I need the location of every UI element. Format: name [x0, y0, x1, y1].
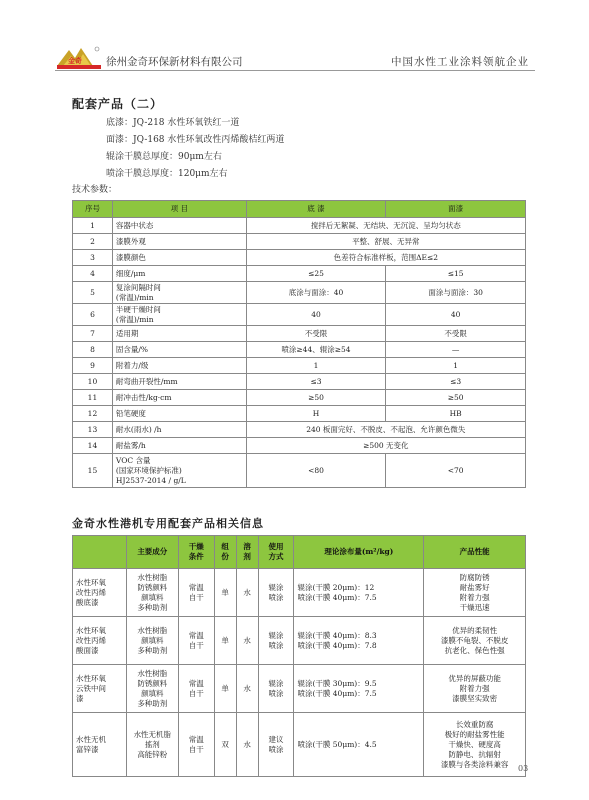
row-item: 漆膜外观 — [112, 234, 246, 250]
row-no: 2 — [73, 234, 113, 250]
row-primer: 喷涂≥44、辊涂≥54 — [246, 342, 386, 358]
row-primer: 底涂与面涂：40 — [246, 282, 386, 304]
header-col-1: 主要成分 — [126, 536, 178, 569]
row-item: 固含量/% — [112, 342, 246, 358]
product-name: 水性环氧 改性丙烯 酸面漆 — [73, 617, 127, 665]
row-topcoat: 1 — [386, 358, 526, 374]
row-topcoat: ≤15 — [386, 266, 526, 282]
header-col-4: 溶 剂 — [236, 536, 258, 569]
product-row — [73, 713, 526, 777]
product-row — [73, 665, 526, 713]
product-parts: 单 — [214, 569, 236, 617]
product-perf: 优异的屏蔽功能 附着力强 漆膜坚实致密 — [424, 665, 526, 713]
row-value: 平整、舒展、无异常 — [246, 234, 525, 250]
row-no: 10 — [73, 374, 113, 390]
row-no: 9 — [73, 358, 113, 374]
row-no: 13 — [73, 422, 113, 438]
product-coverage: 辊涂(干膜 40μm)：8.3 喷涂(干膜 40μm)：7.8 — [294, 617, 424, 665]
product-dry: 常温 自干 — [178, 569, 214, 617]
row-topcoat: 40 — [386, 304, 526, 326]
product-dry: 常温 自干 — [178, 665, 214, 713]
product-method: 辊涂 喷涂 — [258, 617, 294, 665]
svg-text:金奇: 金奇 — [68, 57, 82, 65]
row-primer: ≥50 — [246, 390, 386, 406]
row-item: 容器中状态 — [112, 218, 246, 234]
products-table — [72, 535, 529, 777]
product-row — [73, 617, 526, 665]
spec-topcoat: 面漆：JQ-168 水性环氧改性丙烯酸桔红两道 — [106, 135, 285, 145]
product-row — [73, 569, 526, 617]
row-value: 搅拌后无絮凝、无结块、无沉淀、呈均匀状态 — [246, 218, 525, 234]
row-no: 8 — [73, 342, 113, 358]
product-method: 建议 喷涂 — [258, 713, 294, 777]
product-parts: 单 — [214, 665, 236, 713]
row-primer: H — [246, 406, 386, 422]
row-value: 240 板面完好、不脱皮、不起泡、允许颜色微失 — [246, 422, 525, 438]
header-col-5: 使用 方式 — [258, 536, 294, 569]
row-no: 3 — [73, 250, 113, 266]
row-no: 6 — [73, 304, 113, 326]
header-divider — [55, 70, 535, 71]
row-no: 11 — [73, 390, 113, 406]
table-row — [73, 342, 526, 358]
product-perf: 防腐防锈 耐盐雾好 附着力强 干燥迅速 — [424, 569, 526, 617]
product-solvent: 水 — [236, 569, 258, 617]
row-primer: ≤25 — [246, 266, 386, 282]
row-primer: 1 — [246, 358, 386, 374]
row-topcoat: <70 — [386, 454, 526, 488]
product-name: 水性无机 富锌漆 — [73, 713, 127, 777]
product-comp: 水性无机脂 搖剂 高能锌粉 — [126, 713, 178, 777]
row-item: 铅笔硬度 — [112, 406, 246, 422]
product-name: 水性环氧 改性丙烯 酸底漆 — [73, 569, 127, 617]
table-row — [73, 250, 526, 266]
row-value: 色差符合标准样板，范围ΔE≤2 — [246, 250, 525, 266]
product-comp: 水性树脂 防锈颜料 颜填料 多种助剂 — [126, 665, 178, 713]
header-col-7: 产品性能 — [424, 536, 526, 569]
header-col-3: 组 份 — [214, 536, 236, 569]
header-no: 序号 — [73, 201, 113, 218]
company-logo — [55, 44, 103, 70]
header-primer: 底 漆 — [246, 201, 386, 218]
table-row — [73, 266, 526, 282]
row-topcoat: — — [386, 342, 526, 358]
spec-spray-thickness: 喷涂干膜总厚度：120μm左右 — [106, 169, 228, 179]
row-item: 耐水(雨水) /h — [112, 422, 246, 438]
product-parts: 单 — [214, 617, 236, 665]
company-name: 徐州金奇环保新材料有限公司 — [106, 56, 243, 68]
header-topcoat: 面漆 — [386, 201, 526, 218]
table-row — [73, 358, 526, 374]
product-comp: 水性树脂 颜填料 多种助剂 — [126, 617, 178, 665]
table-header-row — [73, 536, 526, 569]
row-topcoat: ≥50 — [386, 390, 526, 406]
product-solvent: 水 — [236, 665, 258, 713]
row-item: 耐弯曲开裂性/mm — [112, 374, 246, 390]
product-coverage: 辊涂(干膜 30μm)：9.5 喷涂(干膜 40μm)：7.5 — [294, 665, 424, 713]
row-item: 漆膜颜色 — [112, 250, 246, 266]
product-coverage: 辊涂(干膜 20μm)：12 喷涂(干膜 40μm)：7.5 — [294, 569, 424, 617]
row-item: 耐冲击性/kg·cm — [112, 390, 246, 406]
product-coverage: 喷涂(干膜 50μm)：4.5 — [294, 713, 424, 777]
table-row — [73, 374, 526, 390]
row-primer: <80 — [246, 454, 386, 488]
table-header-row — [73, 201, 526, 218]
table-row — [73, 422, 526, 438]
row-no: 12 — [73, 406, 113, 422]
spec-primer: 底漆：JQ-218 水性环氧铁红一道 — [106, 118, 240, 128]
row-no: 4 — [73, 266, 113, 282]
product-perf: 长效重防腐 极好的耐盐雾性能 干燥快、硬度高 防静电、抗辐射 漆膜与各类涂料兼容 — [424, 713, 526, 777]
product-perf: 优异的柔韧性 漆膜不龟裂、不脱皮 抗老化、保色性强 — [424, 617, 526, 665]
spec-roll-thickness: 辊涂干膜总厚度：90μm左右 — [106, 152, 222, 162]
header-col-2: 干燥 条件 — [178, 536, 214, 569]
row-no: 1 — [73, 218, 113, 234]
row-no: 5 — [73, 282, 113, 304]
row-topcoat: 不受限 — [386, 326, 526, 342]
header-col-6: 理论涂布量(m²/kg) — [294, 536, 424, 569]
row-item: 复涂间隔时间 (常温)/min — [112, 282, 246, 304]
table-row — [73, 390, 526, 406]
table-row — [73, 326, 526, 342]
row-value: ≥500 无变化 — [246, 438, 525, 454]
product-dry: 常温 自干 — [178, 713, 214, 777]
row-primer: 40 — [246, 304, 386, 326]
row-item: 细度/μm — [112, 266, 246, 282]
table-row — [73, 438, 526, 454]
header-item: 项 目 — [112, 201, 246, 218]
product-method: 辊涂 喷涂 — [258, 569, 294, 617]
table-row — [73, 304, 526, 326]
page-header — [0, 0, 589, 72]
row-topcoat: ≤3 — [386, 374, 526, 390]
table-row — [73, 282, 526, 304]
product-method: 辊涂 喷涂 — [258, 665, 294, 713]
product-solvent: 水 — [236, 713, 258, 777]
row-topcoat: HB — [386, 406, 526, 422]
row-item: VOC 含量 (国家环境保护标准) HJ2537-2014 / g/L — [112, 454, 246, 488]
table-row — [73, 234, 526, 250]
section-title: 配套产品（二） — [72, 97, 164, 111]
product-name: 水性环氧 云铁中间 漆 — [73, 665, 127, 713]
row-no: 7 — [73, 326, 113, 342]
row-topcoat: 面涂与面涂：30 — [386, 282, 526, 304]
product-dry: 常温 自干 — [178, 617, 214, 665]
table-row — [73, 454, 526, 488]
tech-params-label: 技术参数： — [72, 185, 118, 195]
product-solvent: 水 — [236, 617, 258, 665]
product-comp: 水性树脂 防锈颜料 颜填料 多种助剂 — [126, 569, 178, 617]
tech-params-table — [72, 200, 526, 488]
product-parts: 双 — [214, 713, 236, 777]
row-no: 15 — [73, 454, 113, 488]
company-slogan: 中国水性工业涂料领航企业 — [391, 56, 529, 68]
row-item: 适用期 — [112, 326, 246, 342]
row-item: 半硬干燥时间 (常温)/min — [112, 304, 246, 326]
section-title-2: 金奇水性港机专用配套产品相关信息 — [72, 517, 264, 530]
row-primer: 不受限 — [246, 326, 386, 342]
page-number: 03 — [518, 764, 529, 773]
row-no: 14 — [73, 438, 113, 454]
row-item: 耐盐雾/h — [112, 438, 246, 454]
row-item: 附着力/级 — [112, 358, 246, 374]
table-row — [73, 218, 526, 234]
header-col-0 — [73, 536, 127, 569]
table-row — [73, 406, 526, 422]
row-primer: ≤3 — [246, 374, 386, 390]
